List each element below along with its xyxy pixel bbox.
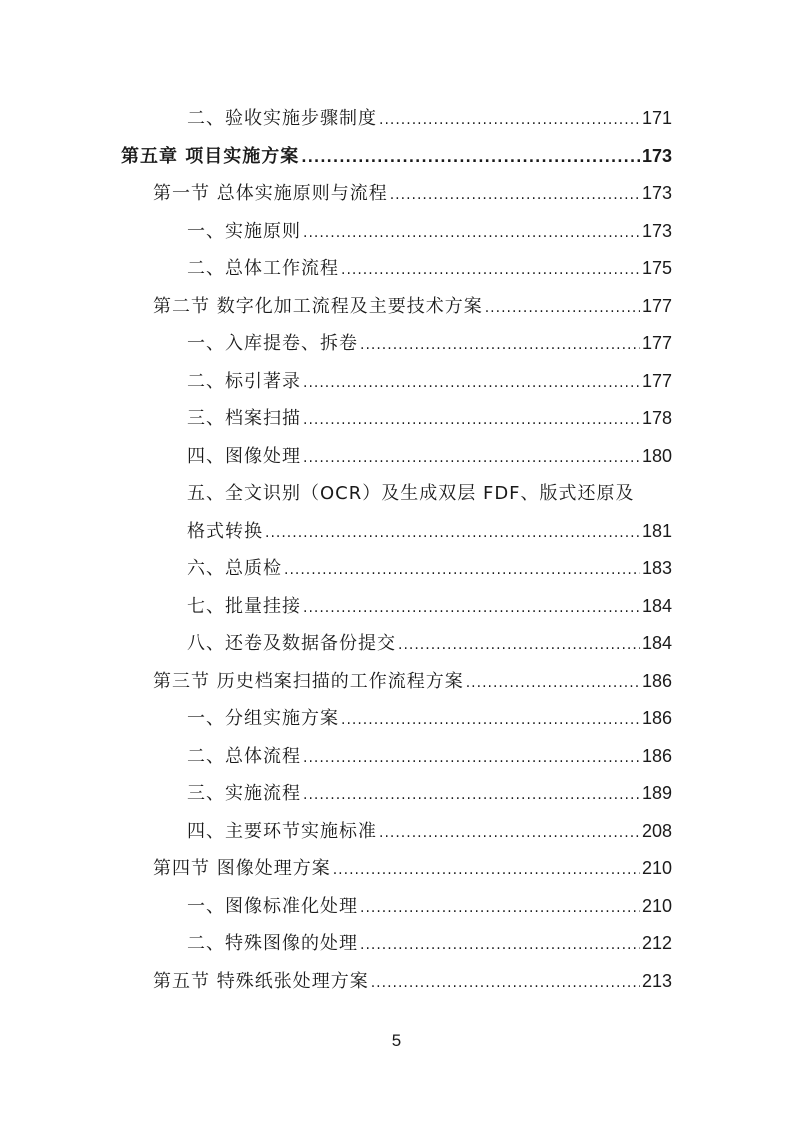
toc-entry-page: 186 <box>641 708 672 728</box>
toc-entry-page: 212 <box>641 933 672 953</box>
leader-dots <box>333 852 640 889</box>
toc-section[interactable] <box>153 663 672 700</box>
toc-entry-page: 208 <box>641 820 672 841</box>
toc-entry-label: 四、主要环节实施标准 <box>187 820 377 842</box>
toc-entry-page: 173 <box>641 145 672 166</box>
toc-entry-page: 210 <box>641 858 672 878</box>
toc-entry-label: 格式转换 <box>187 520 263 542</box>
page-number: 5 <box>391 1031 402 1050</box>
leader-dots <box>303 740 640 777</box>
toc-entry[interactable] <box>187 738 672 775</box>
toc-entry-page: 184 <box>641 595 672 616</box>
toc-entry-label: 五、全文识别（OCR）及生成双层 FDF、版式还原及 <box>187 483 635 504</box>
toc-entry-page: 183 <box>641 558 672 578</box>
toc-entry-page: 177 <box>641 295 672 316</box>
toc-entry-label: 一、图像标准化处理 <box>187 895 358 917</box>
toc-entry[interactable] <box>187 925 672 962</box>
leader-dots <box>390 177 640 214</box>
toc-entry-label: 二、验收实施步骤制度 <box>187 108 377 129</box>
leader-dots <box>360 927 640 964</box>
leader-dots <box>485 290 640 327</box>
toc-entry-label: 第五章 项目实施方案 <box>121 145 300 167</box>
toc-entry[interactable] <box>187 400 672 437</box>
leader-dots <box>265 515 640 552</box>
toc-entry[interactable] <box>187 475 672 512</box>
leader-dots <box>371 965 640 1002</box>
leader-dots <box>303 777 640 814</box>
toc-entry-label: 二、标引著录 <box>187 370 301 392</box>
toc-entry-page: 171 <box>641 108 672 128</box>
toc-entry-label: 第五节 特殊纸张处理方案 <box>153 970 369 992</box>
toc-entry[interactable] <box>187 100 672 137</box>
toc-entry[interactable] <box>187 363 672 400</box>
toc-entry-page: 177 <box>641 333 672 353</box>
toc-entry-label: 八、还卷及数据备份提交 <box>187 633 396 654</box>
toc-entry-label: 三、实施流程 <box>187 783 301 804</box>
toc-entry[interactable] <box>187 213 672 250</box>
toc-entry-page: 173 <box>641 183 672 203</box>
toc-entry-label: 七、批量挂接 <box>187 595 301 617</box>
toc-entry-page: 213 <box>641 970 672 991</box>
toc-entry-page: 178 <box>641 408 672 428</box>
toc-entry-label: 第二节 数字化加工流程及主要技术方案 <box>153 295 483 317</box>
toc-entry-label: 四、图像处理 <box>187 445 301 467</box>
toc-entry[interactable] <box>187 888 672 925</box>
toc-entry[interactable] <box>187 550 672 587</box>
leader-dots <box>303 365 640 402</box>
toc-entry-page: 184 <box>641 633 672 653</box>
toc-entry-page: 177 <box>641 370 672 391</box>
leader-dots <box>301 140 640 177</box>
leader-dots <box>398 627 640 664</box>
toc-entry[interactable] <box>187 625 672 662</box>
toc-entry[interactable] <box>187 700 672 737</box>
leader-dots <box>379 102 640 139</box>
toc-entry-page: 173 <box>641 220 672 241</box>
leader-dots <box>379 815 640 852</box>
leader-dots <box>341 252 640 289</box>
leader-dots <box>303 402 640 439</box>
toc-entry[interactable] <box>187 775 672 812</box>
toc-chapter[interactable] <box>121 138 672 175</box>
leader-dots <box>303 215 640 252</box>
toc-section[interactable] <box>153 850 672 887</box>
toc-entry-page: 181 <box>641 520 672 541</box>
toc-entry[interactable] <box>187 325 672 362</box>
toc-entry-page: 189 <box>641 783 672 803</box>
toc-section[interactable] <box>153 288 672 325</box>
leader-dots <box>466 665 640 702</box>
toc-entry-label: 第一节 总体实施原则与流程 <box>153 183 388 204</box>
toc-entry[interactable] <box>187 588 672 625</box>
toc-entry-label: 六、总质检 <box>187 558 282 579</box>
leader-dots <box>341 702 640 739</box>
toc-entry-page: 180 <box>641 445 672 466</box>
leader-dots <box>360 890 640 927</box>
toc-entry-page: 186 <box>641 745 672 766</box>
toc-entry[interactable] <box>187 250 672 287</box>
toc-entry-label: 一、分组实施方案 <box>187 708 339 729</box>
toc-entry-label: 第三节 历史档案扫描的工作流程方案 <box>153 670 464 692</box>
toc-entry-label: 二、总体流程 <box>187 745 301 767</box>
leader-dots <box>303 440 640 477</box>
toc-entry-label: 一、实施原则 <box>187 220 301 242</box>
toc-entry-page: 175 <box>641 258 672 278</box>
toc-entry[interactable] <box>187 813 672 850</box>
toc-section[interactable] <box>153 175 672 212</box>
toc-entry-page: 186 <box>641 670 672 691</box>
toc-entry-continuation[interactable] <box>187 513 672 550</box>
toc-entry-label: 一、入库提卷、拆卷 <box>187 333 358 354</box>
toc-entry-page: 210 <box>641 895 672 916</box>
toc-section[interactable] <box>153 963 672 1000</box>
leader-dots <box>360 327 640 364</box>
leader-dots <box>284 552 640 589</box>
toc-entry-label: 二、总体工作流程 <box>187 258 339 279</box>
leader-dots <box>303 590 640 627</box>
toc-entry-label: 第四节 图像处理方案 <box>153 858 331 879</box>
toc-entry[interactable] <box>187 438 672 475</box>
toc-entry-label: 三、档案扫描 <box>187 408 301 429</box>
toc-entry-label: 二、特殊图像的处理 <box>187 933 358 954</box>
